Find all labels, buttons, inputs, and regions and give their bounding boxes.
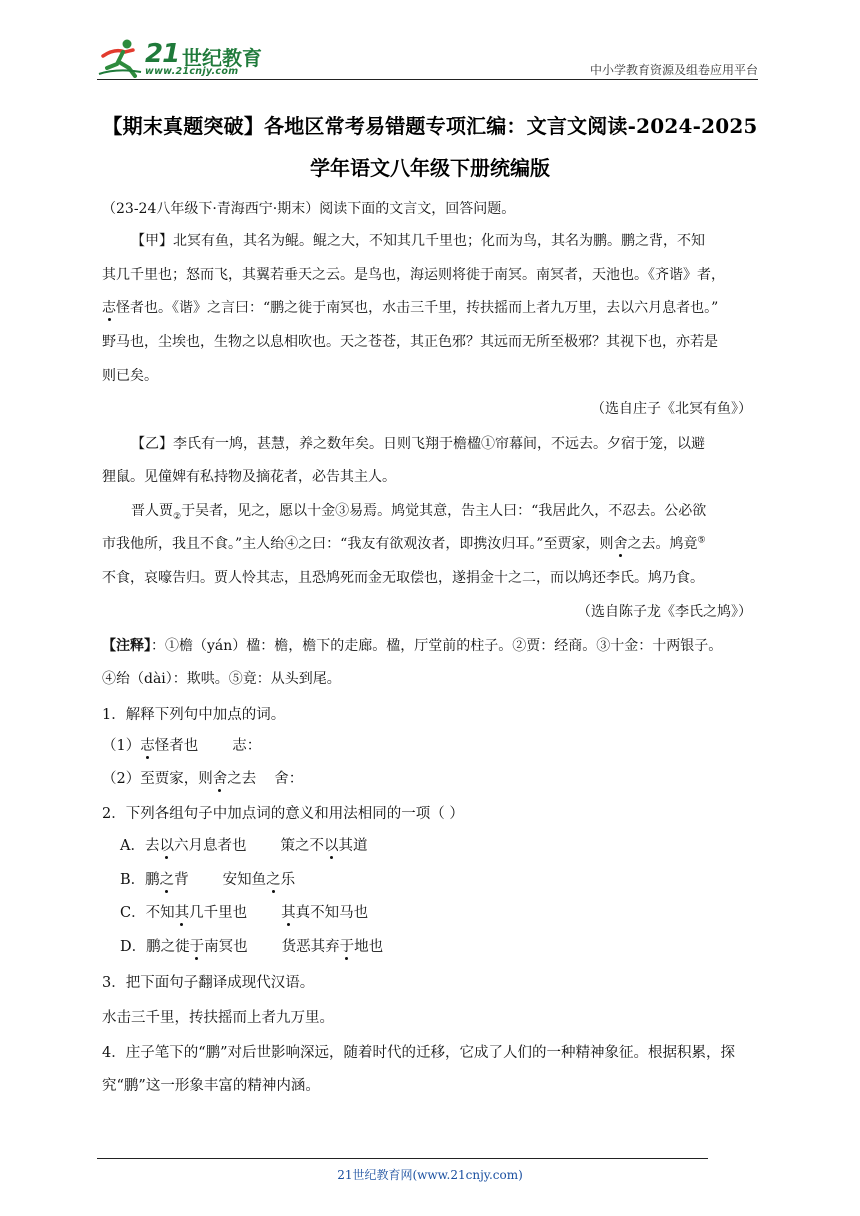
question-source: （23-24八年级下·青海西宁·期末）阅读下面的文言文，回答问题。 — [102, 201, 516, 217]
dotted-word: 舍 — [613, 536, 628, 552]
q1-item-1-text: 怪者也 — [154, 738, 199, 754]
dotted-word: 于 — [189, 939, 205, 955]
q3-stem: 3．把下面句子翻译成现代汉语。 — [102, 975, 315, 991]
yi-line-3-a: 晋人贾 — [131, 503, 173, 519]
q1-item-2-word: 舍： — [274, 771, 304, 787]
note-marker: ⑤ — [697, 535, 706, 546]
platform-text: 中小学教育资源及组卷应用平台 — [589, 63, 758, 77]
dotted-word: 之 — [266, 872, 281, 888]
q2-option-b[interactable] — [120, 868, 295, 889]
q1-item-2-end: 之去 — [227, 771, 257, 787]
q1-item-1 — [102, 734, 261, 755]
site-logo[interactable] — [97, 36, 267, 80]
q2-option-a[interactable] — [120, 834, 367, 855]
opt-text: D．鹏之徙 — [120, 939, 190, 955]
dotted-word: 志 — [140, 738, 155, 754]
page-header — [97, 36, 758, 80]
opt-text: 其道 — [338, 838, 368, 854]
opt-text: 策之不 — [280, 838, 324, 854]
jia-citation: （选自庄子《北冥有鱼》） — [591, 401, 752, 417]
logo-number: 21 — [145, 39, 180, 69]
yi-line-4-end: 之去。鸠竟 — [627, 536, 698, 552]
q2-option-c[interactable] — [120, 901, 368, 922]
yi-line-3 — [131, 500, 706, 522]
opt-text: 几千里也 — [189, 905, 248, 921]
notes-line-2: ④绐（dài）：欺哄。⑤竟：从头到尾。 — [102, 671, 341, 687]
q1-item-1-num: （1） — [102, 738, 141, 754]
opt-text: C．不知 — [120, 905, 175, 921]
dotted-word: 之 — [159, 872, 175, 888]
dotted-word: 志 — [102, 300, 116, 316]
yi-line-4-text: 市我他所，我且不食。”主人绐④之曰：“我友有欲观汝者，即携汝归耳。”至贾家，则 — [102, 536, 614, 552]
q1-item-1-word: 志： — [232, 738, 262, 754]
opt-text: 安知鱼 — [222, 872, 267, 888]
jia-line-4: 野马也，尘埃也，生物之以息相吹也。天之苍苍，其正色邪？其远而无所至极邪？其视下也，亦若是 — [102, 334, 718, 350]
q1-item-2 — [102, 767, 303, 788]
dotted-word: 其 — [174, 905, 190, 921]
doc-title-line-1: 【期末真题突破】各地区常考易错题专项汇编：文言文阅读-2024-2025 — [102, 114, 758, 138]
q2-option-d[interactable] — [120, 935, 383, 956]
dotted-word: 以 — [323, 838, 339, 854]
opt-text: A．去 — [120, 838, 160, 854]
dotted-word: 于 — [339, 939, 355, 955]
yi-line-5: 不食，哀嚎告归。贾人怜其志，且恐鸠死而金无取偿也，遂捐金十之二，而以鸠还李氏。鸠乃食。 — [102, 570, 704, 586]
yi-line-3-b: 于吴者，见之，愿以十金③易焉。鸠觉其意，告主人曰：“我居此久，不忍去。公必欲 — [181, 503, 707, 519]
opt-text: 背 — [174, 872, 189, 888]
jia-line-5: 则已矣。 — [102, 368, 158, 384]
opt-text: 六月息者也 — [173, 838, 247, 854]
jia-line-1: 【甲】北冥有鱼，其名为鲲。鲲之大，不知其几千里也；化而为鸟，其名为鹏。鹏之背，不知 — [131, 233, 705, 249]
jia-line-3 — [102, 297, 718, 317]
q4-line-2: 究“鹏”这一形象丰富的精神内涵。 — [102, 1078, 320, 1094]
q1-stem: 1．解释下列句中加点的词。 — [102, 707, 286, 723]
notes-line-1 — [102, 635, 722, 655]
yi-citation: （选自陈子龙《李氏之鸠》） — [577, 604, 752, 620]
opt-text: 真不知马也 — [295, 905, 369, 921]
footer-link[interactable]: 21世纪教育网(www.21cnjy.com) — [337, 1168, 523, 1182]
q1-item-2-text: （2）至贾家，则 — [102, 771, 213, 787]
opt-text: B．鹏 — [120, 872, 160, 888]
dotted-word: 以 — [159, 838, 174, 854]
logo-url: www.21cnjy.com — [145, 66, 239, 77]
yi-line-2: 狸鼠。见僮婢有私持物及摘花者，必告其主人。 — [102, 469, 396, 485]
note-marker: ② — [173, 511, 182, 522]
jia-line-3-text: 怪者也。《谐》之言曰：“鹏之徙于南冥也，水击三千里，抟扶摇而上者九万里，去以六月息者也。” — [116, 300, 719, 316]
header-divider — [97, 79, 758, 80]
yi-line-1: 【乙】李氏有一鸠，甚慧，养之数年矣。日则飞翔于檐楹①帘幕间，不远去。夕宿于笼，以避 — [131, 436, 705, 452]
notes-text-1: ：①檐（yán）楹：檐，檐下的走廊。楹，厅堂前的柱子。②贾：经商。③十金：十两银子。 — [151, 638, 723, 654]
opt-text: 乐 — [280, 872, 296, 888]
notes-label: 【注释】 — [102, 638, 151, 654]
logo-name: 世纪教育 — [182, 46, 262, 70]
opt-text: 货恶其弃 — [281, 939, 340, 955]
doc-title-line-2: 学年语文八年级下册统编版 — [310, 156, 550, 180]
q2-stem: 2．下列各组句子中加点词的意义和用法相同的一项（ ） — [102, 806, 464, 822]
opt-text: 南冥也 — [204, 939, 248, 955]
yi-line-4 — [102, 533, 706, 553]
q3-sentence: 水击三千里，抟扶摇而上者九万里。 — [102, 1010, 334, 1026]
footer-divider — [97, 1158, 708, 1159]
q4-line-1: 4．庄子笔下的“鹏”对后世影响深远，随着时代的迁移，它成了人们的一种精神象征。根据积累，探 — [102, 1045, 736, 1061]
jia-line-2: 其几千里也；怒而飞，其翼若垂天之云。是鸟也，海运则将徙于南冥。南冥者，天池也。《齐谐》者， — [102, 267, 725, 283]
dotted-word: 其 — [281, 905, 296, 921]
dotted-word: 舍 — [212, 771, 228, 787]
runner-logo-icon — [97, 38, 143, 78]
opt-text: 地也 — [354, 939, 384, 955]
